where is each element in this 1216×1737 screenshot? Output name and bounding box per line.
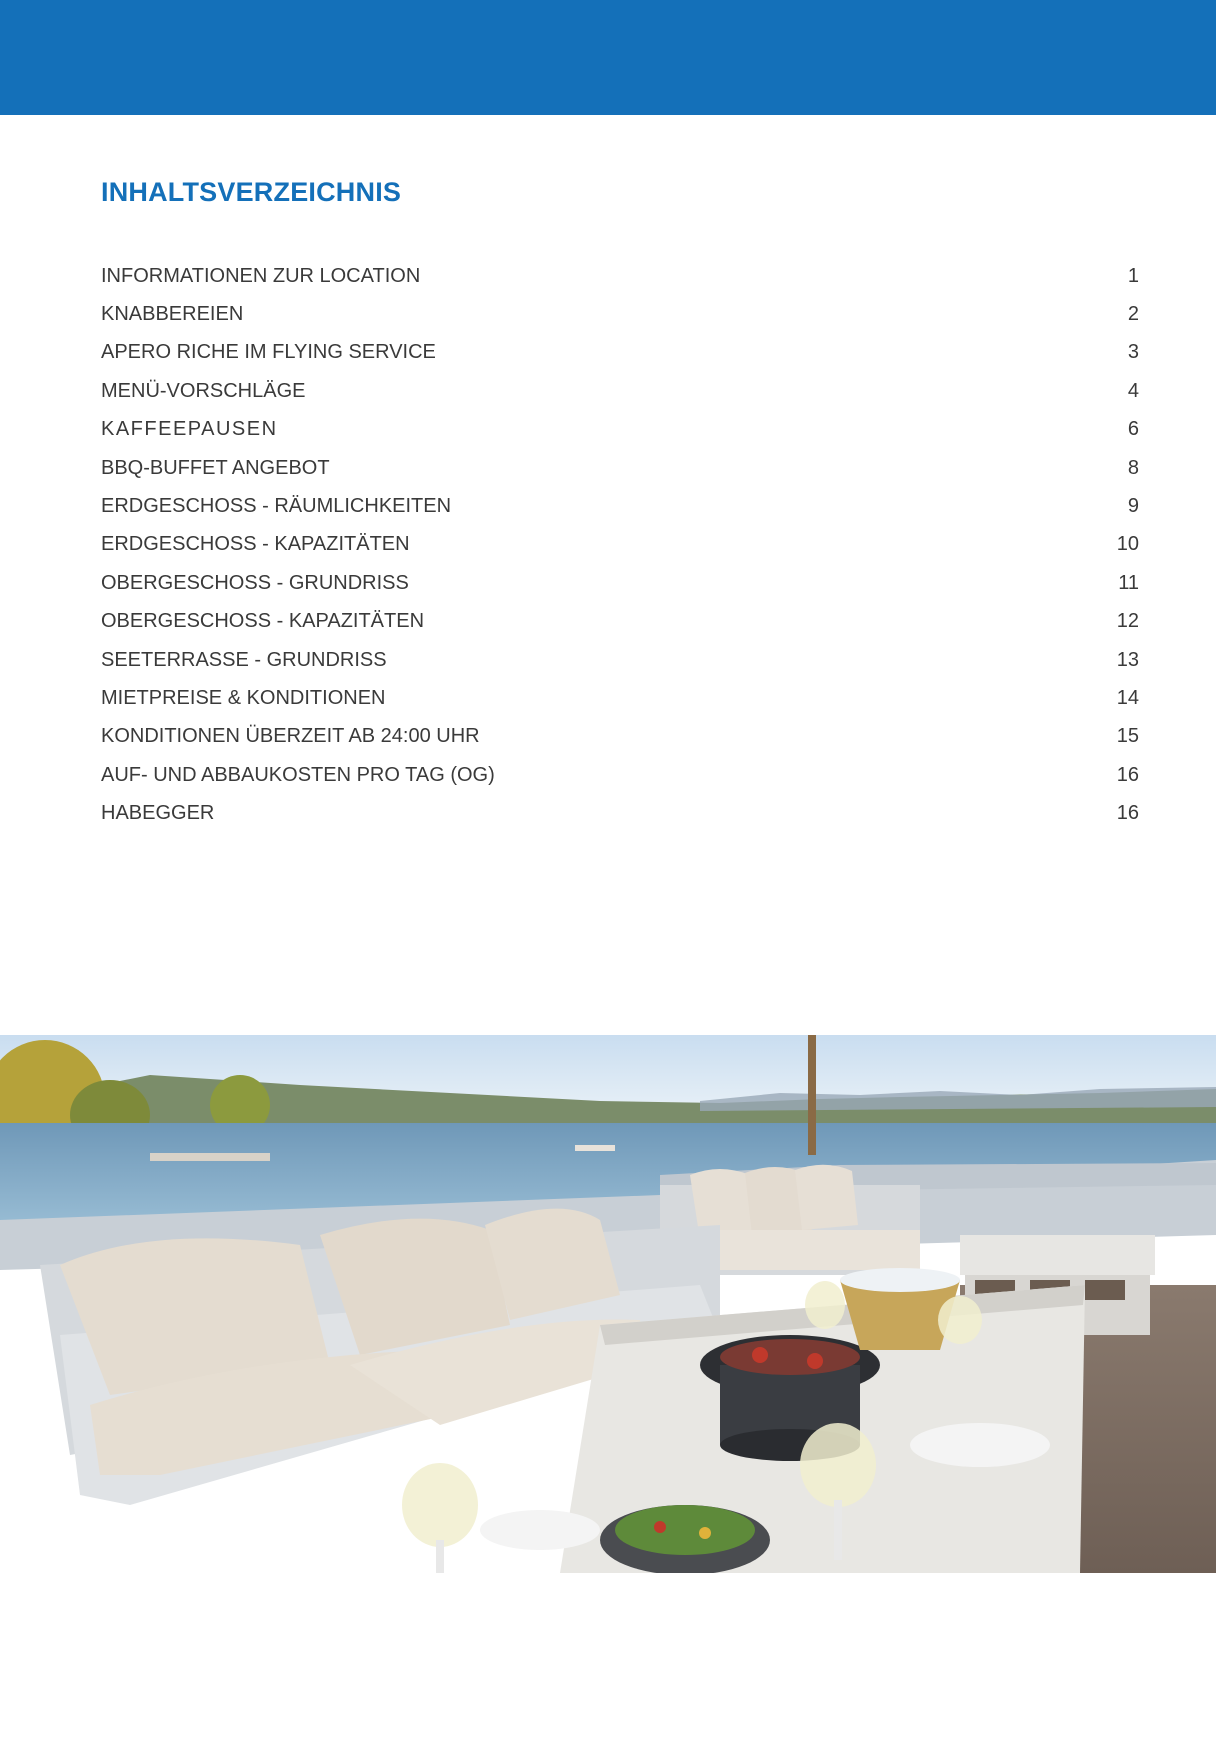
toc-label: AUF- UND ABBAUKOSTEN PRO TAG (OG) [101,763,495,786]
toc-page-number: 12 [1116,610,1139,633]
toc-row[interactable] [101,756,1139,794]
toc-label: APERO RICHE IM FLYING SERVICE [101,341,436,364]
toc-page-number: 1 [1127,264,1139,287]
toc-page-number: 15 [1116,725,1139,748]
toc-row[interactable] [101,295,1139,333]
toc-page-number: 2 [1127,303,1139,326]
toc-row[interactable] [101,372,1139,410]
toc-row[interactable] [101,603,1139,641]
toc-label: HABEGGER [101,802,215,825]
toc-row[interactable] [101,526,1139,564]
toc-page-number: 9 [1127,495,1139,518]
toc-row[interactable] [101,564,1139,602]
toc-row[interactable] [101,449,1139,487]
toc-page-number: 14 [1116,686,1139,709]
toc-label: KAFFEEPAUSEN [101,418,278,441]
toc-label: ERDGESCHOSS - RÄUMLICHKEITEN [101,495,452,518]
toc-page-number: 11 [1118,571,1139,594]
toc-page-number: 10 [1116,533,1139,556]
toc-label: SEETERRASSE - GRUNDRISS [101,648,387,671]
toc-label: MIETPREISE & KONDITIONEN [101,686,386,709]
toc-page-number: 16 [1116,763,1139,786]
toc-row[interactable] [101,718,1139,756]
toc-label: KNABBEREIEN [101,303,244,326]
toc-label: MENÜ-VORSCHLÄGE [101,379,306,402]
toc-row[interactable] [101,257,1139,295]
toc-label: ERDGESCHOSS - KAPAZITÄTEN [101,533,410,556]
header-bar [0,0,1216,115]
toc-page-number: 3 [1127,341,1139,364]
toc-row[interactable] [101,794,1139,832]
toc-row[interactable] [101,641,1139,679]
toc-row[interactable] [101,334,1139,372]
toc-label: OBERGESCHOSS - KAPAZITÄTEN [101,610,425,633]
toc-label: OBERGESCHOSS - GRUNDRISS [101,571,409,594]
toc-page-number: 8 [1127,456,1139,479]
toc-label: KONDITIONEN ÜBERZEIT AB 24:00 UHR [101,725,480,748]
terrace-photo [0,1035,1216,1573]
toc-page-number: 4 [1127,379,1139,402]
toc-page-number: 13 [1116,648,1139,671]
toc-row[interactable] [101,679,1139,717]
toc-page-number: 6 [1127,418,1139,441]
toc-row[interactable] [101,411,1139,449]
table-of-contents [101,257,1139,833]
toc-label: BBQ-BUFFET ANGEBOT [101,456,330,479]
toc-label: INFORMATIONEN ZUR LOCATION [101,264,421,287]
page-title: INHALTSVERZEICHNIS [101,177,402,207]
toc-page-number: 16 [1116,802,1139,825]
toc-row[interactable] [101,487,1139,525]
